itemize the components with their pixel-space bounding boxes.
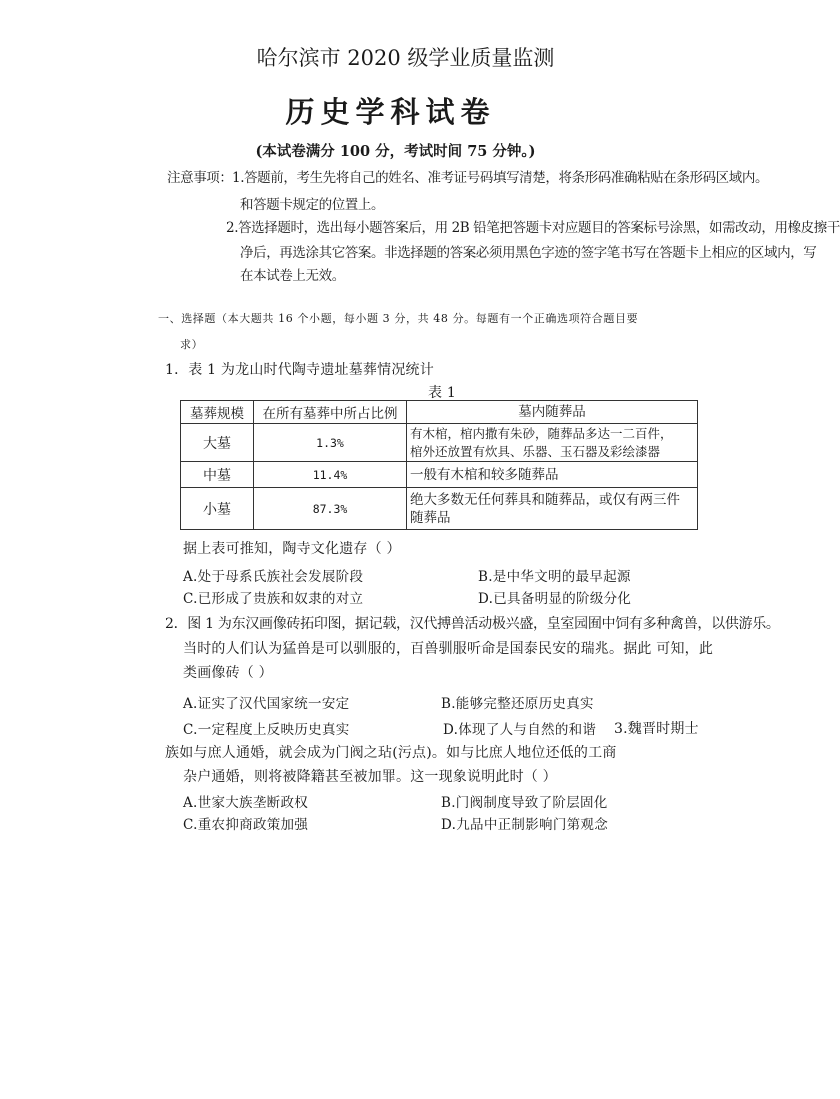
table-caption: 表 1: [428, 385, 456, 401]
q3-stem-line-3: 杂户通婚，则将被降籍甚至被加罪。这一现象说明此时（ ）: [183, 769, 557, 785]
table-header-cell: 墓内随葬品: [407, 401, 698, 424]
exam-info: (本试卷满分 100 分，考试时间 75 分钟。): [255, 143, 536, 160]
table-cell-size: 中墓: [181, 462, 254, 488]
q1-option-a: A.处于母系氏族社会发展阶段: [183, 569, 364, 585]
table-row: [181, 424, 698, 462]
table-row: [181, 462, 698, 488]
table-header-cell: 在所有墓葬中所占比例: [254, 401, 407, 424]
notes-line-2: 2.答选择题时，选出每小题答案后，用 2B 铅笔把答题卡对应题目的答案标号涂黑，如需改动，用橡皮擦干: [226, 220, 840, 236]
table-cell-ratio: 1.3%: [254, 424, 407, 462]
notes-line-3: 净后，再选涂其它答案。非选择题的答案必须用黑色字迹的签字笔书写在答题卡上相应的区域内，写: [240, 245, 817, 261]
notes-line-1: 1.答题前，考生先将自己的姓名、准考证号码填写清楚，将条形码准确粘贴在条形码区域内。: [232, 170, 769, 186]
q3-option-c: C.重农抑商政策加强: [183, 817, 309, 833]
notes-label: 注意事项：: [167, 170, 233, 186]
goods-line: 绝大多数无任何葬具和随葬品，或仅有两三件: [410, 491, 680, 508]
table-cell-size: 大墓: [181, 424, 254, 462]
table-cell-goods: [407, 424, 698, 462]
q3-option-a: A.世家大族垄断政权: [183, 795, 309, 811]
q2-option-c: C.一定程度上反映历史真实: [183, 722, 350, 738]
section-heading-line-2: 求）: [180, 338, 204, 351]
table-row: [181, 488, 698, 530]
q3-option-d: D.九品中正制影响门第观念: [441, 817, 609, 833]
goods-line: 随葬品: [410, 509, 451, 526]
goods-line: 棺外还放置有炊具、乐器、玉石器及彩绘漆器: [410, 443, 661, 459]
table-cell-ratio: 87.3%: [254, 488, 407, 530]
table-cell-goods: 一般有木棺和较多随葬品: [407, 462, 698, 488]
table-cell-goods: [407, 488, 698, 530]
notes-line-1b: 和答题卡规定的位置上。: [240, 197, 385, 213]
q3-option-b: B.门阀制度导致了阶层固化: [441, 795, 608, 811]
goods-line: 有木棺，棺内撒有朱砂，随葬品多达一二百件，: [410, 425, 673, 441]
q2-option-a: A.证实了汉代国家统一安定: [183, 696, 350, 712]
q2-stem-line-3: 类画像砖（ ）: [183, 665, 273, 681]
q1-option-b: B.是中华文明的最早起源: [478, 569, 631, 585]
notes-line-4: 在本试卷上无效。: [240, 268, 345, 284]
q2-stem-line-2: 当时的人们认为猛兽是可以驯服的，百兽驯服听命是国泰民安的瑞兆。据此 可知，此: [183, 641, 714, 657]
section-heading-line-1: 一、选择题（本大题共 16 个小题，每小题 3 分，共 48 分。每题有一个正确选项符合题目要: [158, 312, 639, 325]
q3-stem-line-2: 族如与庶人通婚，就会成为门阀之玷(污点)。如与比庶人地位还低的工商: [165, 745, 617, 761]
table-cell-size: 小墓: [181, 488, 254, 530]
exam-subject-title: 历史学科试卷: [285, 95, 496, 129]
table-cell-ratio: 11.4%: [254, 462, 407, 488]
q1-option-c: C.已形成了贵族和奴隶的对立: [183, 591, 364, 607]
table-header-cell: 墓葬规模: [181, 401, 254, 424]
burial-table: [180, 400, 698, 530]
q1-stem: 1．表 1 为龙山时代陶寺遗址墓葬情况统计: [165, 362, 434, 378]
q2-option-d: D.体现了人与自然的和谐: [443, 722, 597, 738]
q3-stem-lead: 3.魏晋时期士: [614, 721, 699, 737]
table-header-row: [181, 401, 698, 424]
q2-stem-line-1: 2．图 1 为东汉画像砖拓印图，据记载，汉代搏兽活动极兴盛，皇室园囿中饲有多种禽兽，以供游乐。: [165, 616, 780, 632]
q1-prompt: 据上表可推知，陶寺文化遗存（ ）: [183, 541, 401, 557]
q1-option-d: D.已具备明显的阶级分化: [478, 591, 632, 607]
exam-header-title: 哈尔滨市 2020 级学业质量监测: [256, 46, 555, 70]
q2-option-b: B.能够完整还原历史真实: [441, 696, 594, 712]
